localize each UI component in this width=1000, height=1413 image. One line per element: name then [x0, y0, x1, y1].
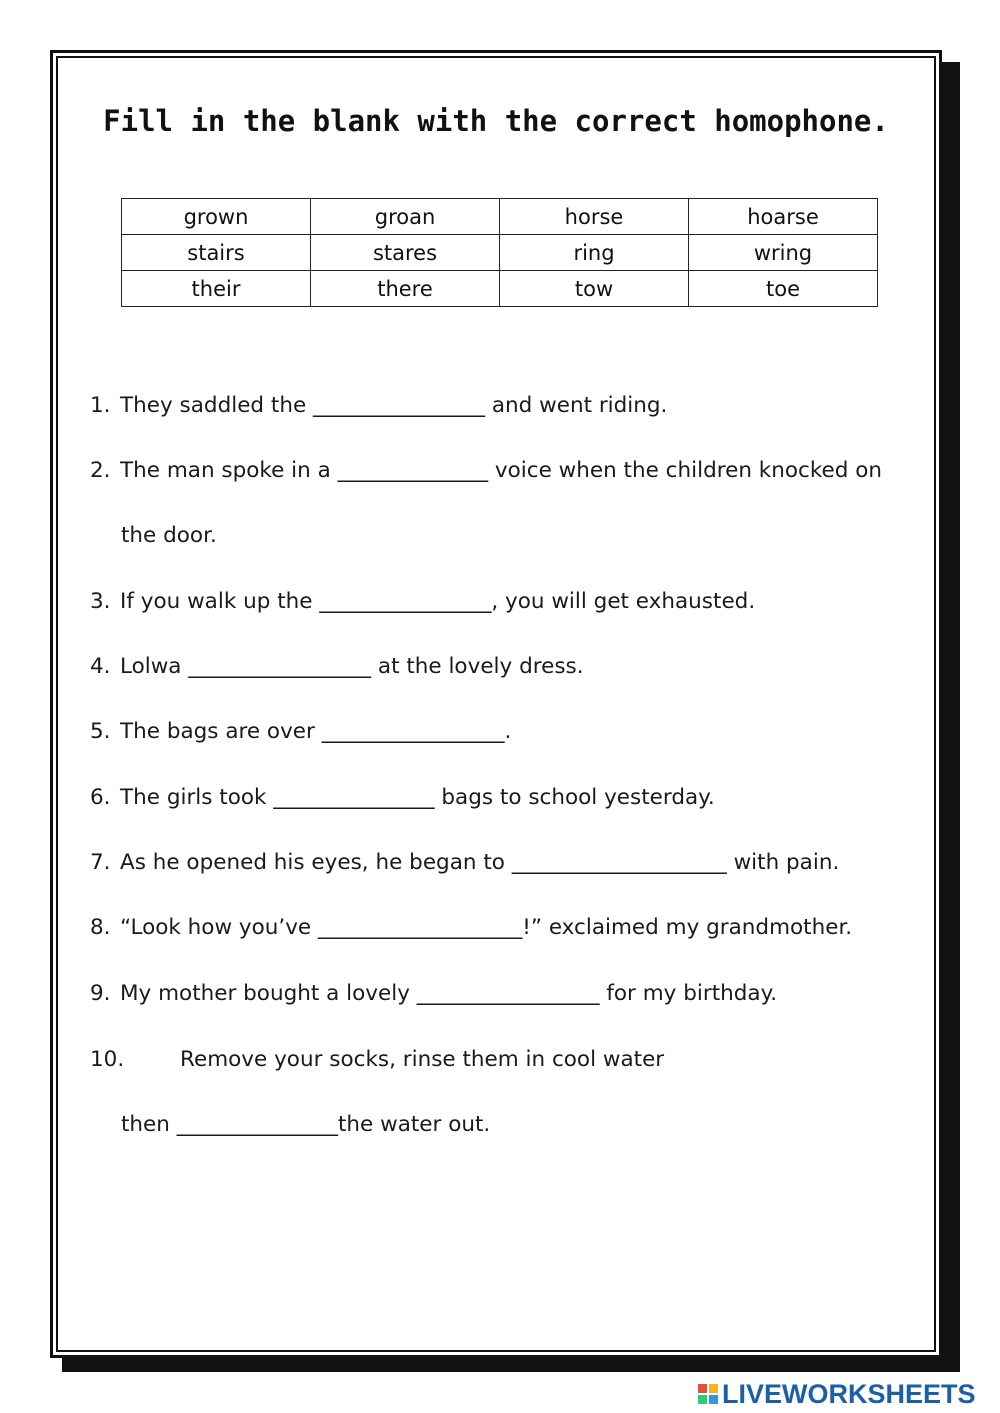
question-continuation[interactable]: the door.	[121, 523, 217, 548]
question-number: 10.	[90, 1047, 125, 1072]
word-bank-table	[121, 198, 878, 307]
question-item	[90, 784, 715, 812]
question-item	[90, 914, 852, 942]
question-text[interactable]: If you walk up the ________________, you will get exhausted.	[120, 589, 756, 614]
logo-text: LIVEWORKSHEETS	[722, 1378, 976, 1409]
question-number: 2.	[90, 458, 111, 483]
word-bank-cell: stairs	[122, 235, 311, 271]
question-item	[90, 392, 667, 420]
question-item	[90, 1046, 664, 1074]
word-bank-cell: grown	[122, 199, 311, 235]
question-item	[90, 849, 839, 877]
question-text[interactable]: The girls took _______________ bags to school yesterday.	[120, 785, 715, 810]
question-text[interactable]: Remove your socks, rinse them in cool water	[180, 1047, 665, 1072]
logo-mark-icon	[698, 1384, 718, 1404]
word-bank-cell: their	[122, 271, 311, 307]
word-bank-cell: groan	[311, 199, 500, 235]
question-text[interactable]: Lolwa _________________ at the lovely dress.	[120, 654, 584, 679]
question-text[interactable]: The man spoke in a ______________ voice when the children knocked on	[120, 458, 883, 483]
question-item	[90, 653, 584, 681]
word-bank-cell: tow	[500, 271, 689, 307]
word-bank-cell: ring	[500, 235, 689, 271]
word-bank-row	[122, 271, 878, 307]
word-bank-cell: hoarse	[689, 199, 878, 235]
word-bank-cell: there	[311, 271, 500, 307]
word-bank-cell: wring	[689, 235, 878, 271]
question-number: 8.	[90, 915, 111, 940]
question-number: 5.	[90, 719, 111, 744]
word-bank-cell: toe	[689, 271, 878, 307]
word-bank-row	[122, 199, 878, 235]
question-item	[90, 457, 882, 485]
question-number: 9.	[90, 981, 111, 1006]
word-bank-cell: stares	[311, 235, 500, 271]
question-number: 1.	[90, 393, 111, 418]
question-text[interactable]: As he opened his eyes, he began to ____________________ with pain.	[120, 850, 840, 875]
question-text[interactable]: My mother bought a lovely _________________ for my birthday.	[120, 981, 778, 1006]
question-text[interactable]: The bags are over _________________.	[120, 719, 512, 744]
question-item	[90, 588, 755, 616]
question-number: 6.	[90, 785, 111, 810]
word-bank-row	[122, 235, 878, 271]
word-bank-cell: horse	[500, 199, 689, 235]
liveworksheets-logo	[698, 1378, 976, 1410]
question-number: 3.	[90, 589, 111, 614]
worksheet-title: Fill in the blank with the correct homophone.	[103, 104, 889, 138]
question-number: 7.	[90, 850, 111, 875]
question-item	[90, 980, 777, 1008]
question-number: 4.	[90, 654, 111, 679]
question-text[interactable]: “Look how you’ve ___________________!” exclaimed my grandmother.	[120, 915, 853, 940]
question-text[interactable]: They saddled the ________________ and went riding.	[120, 393, 668, 418]
question-item	[90, 718, 511, 746]
question-continuation[interactable]: then _______________the water out.	[121, 1112, 491, 1137]
